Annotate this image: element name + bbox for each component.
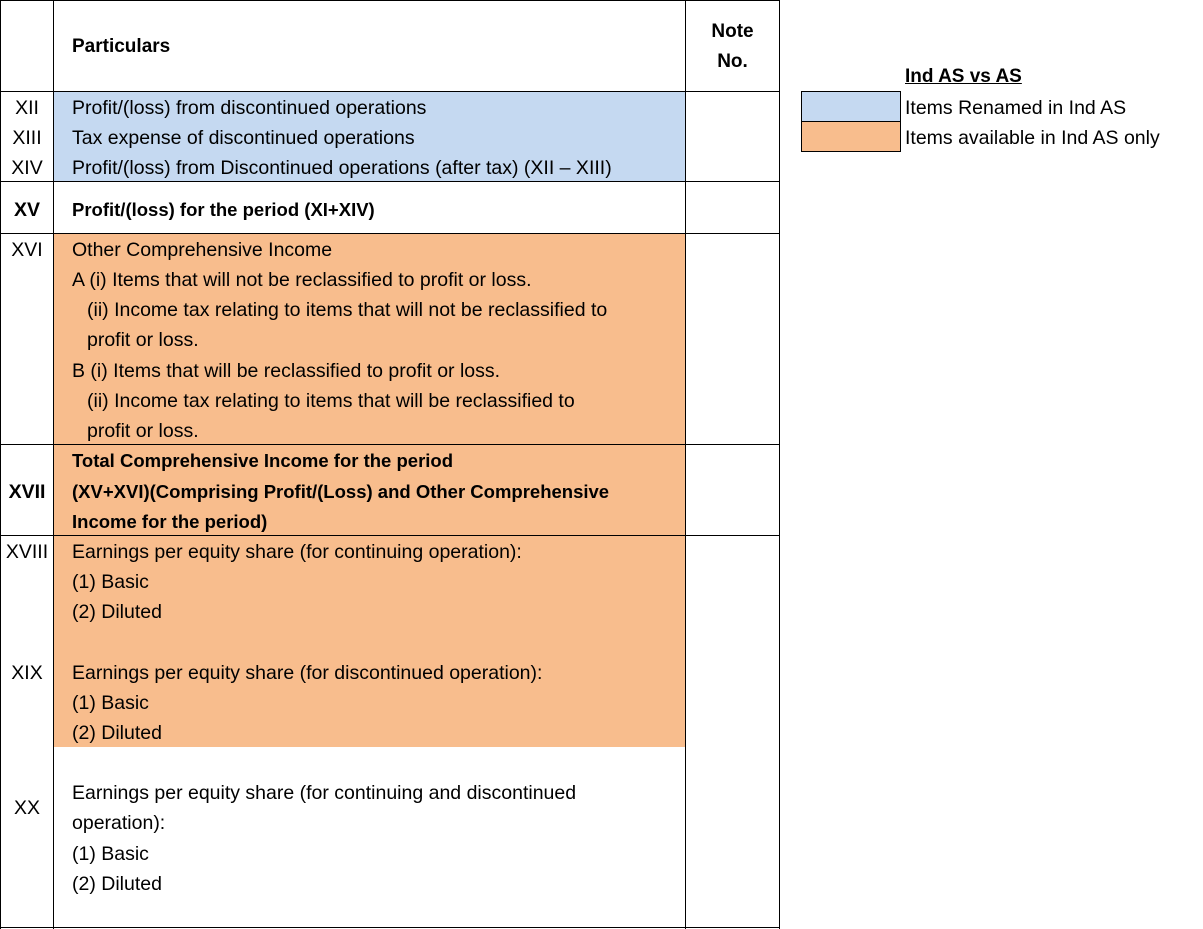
- row-label: (2) Diluted: [72, 722, 162, 744]
- row-label: (1) Basic: [72, 571, 149, 593]
- note-header-line2: No.: [717, 51, 748, 72]
- header-bottom-border: [0, 91, 780, 92]
- row-label: (2) Diluted: [72, 873, 162, 895]
- row-label: Profit/(loss) for the period (XI+XIV): [72, 199, 375, 220]
- row-label: profit or loss.: [87, 420, 199, 442]
- row-number: XII: [15, 97, 39, 119]
- row-label: (1) Basic: [72, 843, 149, 865]
- row-label: Earnings per equity share (for continuing operation):: [72, 541, 522, 563]
- number-column-divider: [53, 0, 54, 929]
- row-number: XX: [13, 797, 40, 819]
- legend-label-indas-only: Items available in Ind AS only: [905, 127, 1160, 149]
- row-label: Total Comprehensive Income for the period: [72, 450, 454, 471]
- row-label: profit or loss.: [87, 329, 199, 351]
- legend-label-renamed: Items Renamed in Ind AS: [905, 97, 1127, 119]
- row-label: Profit/(loss) from Discontinued operations (after tax) (XII – XIII): [72, 157, 612, 179]
- row-label: operation):: [72, 812, 166, 834]
- row-label: Profit/(loss) from discontinued operations: [72, 97, 427, 119]
- note-header-line1: Note: [711, 21, 754, 42]
- row-number: XVII: [8, 481, 46, 503]
- note-column-divider: [685, 0, 686, 929]
- row-label: (2) Diluted: [72, 601, 162, 623]
- row-label: (ii) Income tax relating to items that will not be reclassified to: [87, 299, 608, 321]
- row-number: XIX: [11, 662, 43, 684]
- row-number: XIV: [11, 157, 43, 179]
- table-bottom-border: [0, 927, 780, 928]
- row-label: (1) Basic: [72, 692, 149, 714]
- row-label: (XV+XVI)(Comprising Profit/(Loss) and Other Comprehensive: [72, 481, 610, 502]
- table-right-border: [779, 0, 780, 929]
- table-top-border: [0, 0, 780, 1]
- row-label: Other Comprehensive Income: [72, 239, 333, 261]
- row-label: Earnings per equity share (for continuing and discontinued: [72, 782, 577, 804]
- row-label: Income for the period): [72, 511, 268, 532]
- particulars-header: Particulars: [72, 36, 171, 57]
- legend-title: Ind AS vs AS: [905, 66, 1022, 87]
- row-number: XV: [13, 199, 40, 221]
- row-number: XVI: [11, 239, 43, 261]
- legend-swatch-indas-only: [801, 121, 901, 152]
- row-label: B (i) Items that will be reclassified to profit or loss.: [72, 360, 501, 382]
- row-label: Earnings per equity share (for discontinued operation):: [72, 662, 543, 684]
- row-label: (ii) Income tax relating to items that will be reclassified to: [87, 390, 575, 412]
- row-divider-xvi-top: [0, 233, 780, 234]
- row-number: XIII: [12, 127, 42, 149]
- row-number: XVIII: [5, 541, 49, 563]
- legend-swatch-renamed: [801, 91, 901, 122]
- row-label: A (i) Items that will not be reclassified to profit or loss.: [72, 269, 532, 291]
- row-label: Tax expense of discontinued operations: [72, 127, 415, 149]
